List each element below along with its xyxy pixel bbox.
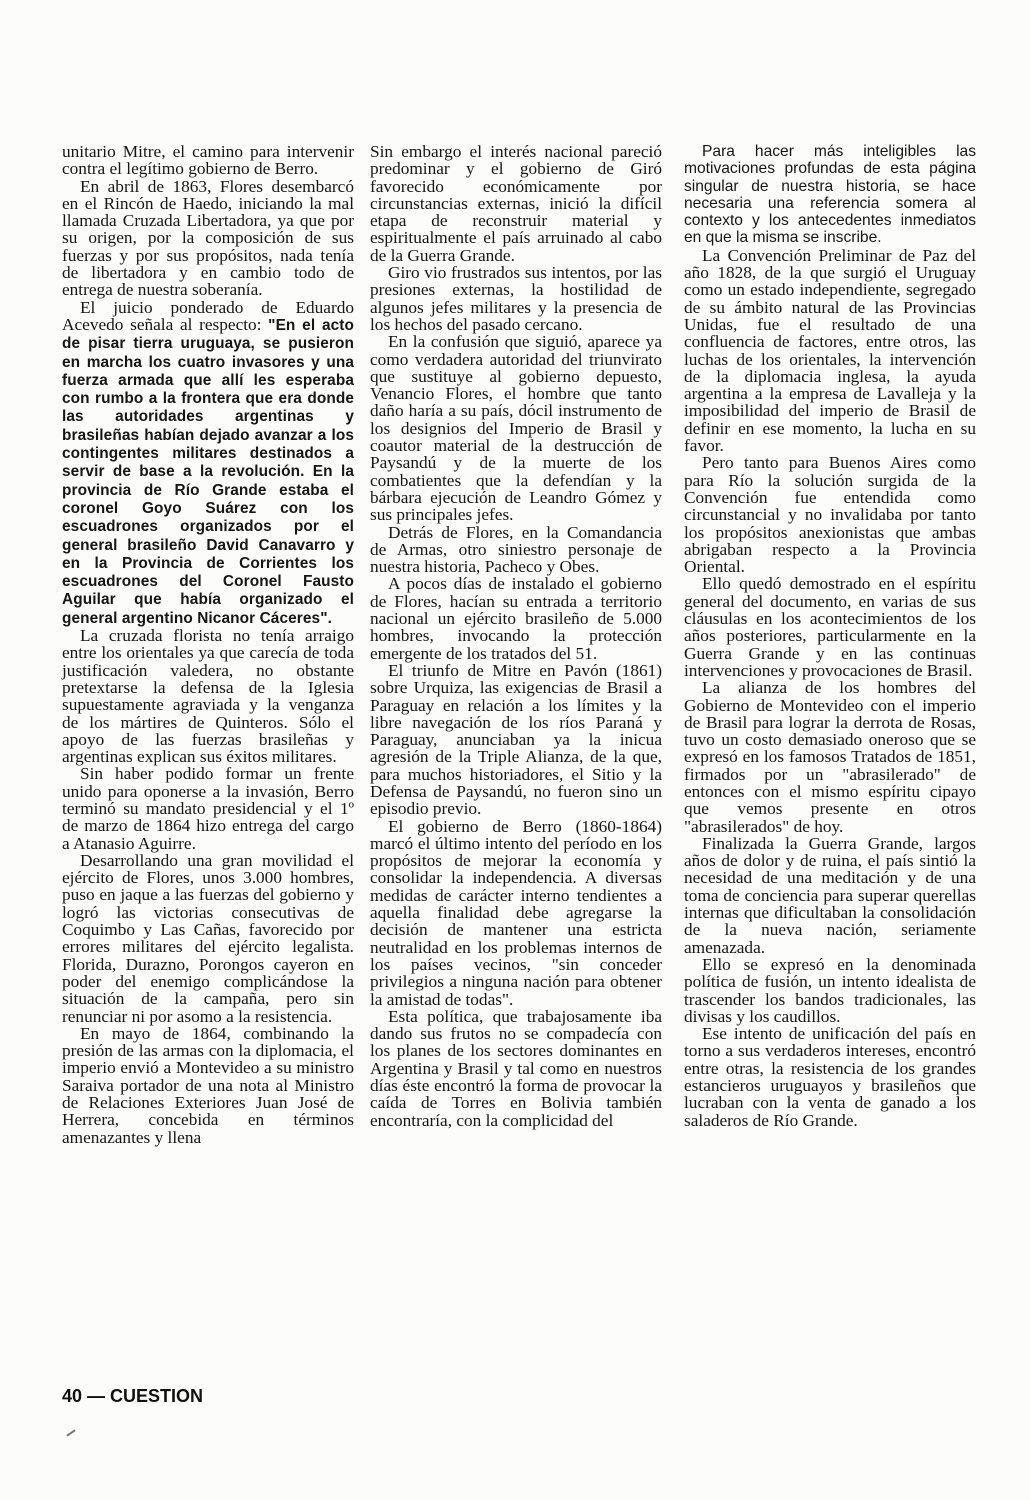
- paragraph: Ese intento de unificación del país en torno a sus verdaderos intereses, encontró entre otras, la resistencia de los grandes estancieros uruguayos y brasileños que lucraban con la venta de ganado a los saladeros de Río Grande.: [684, 1024, 976, 1130]
- paragraph: El gobierno de Berro (1860-1864) marcó el último intento del período en los propósitos de mejorar la economía y consolidar la independencia. A diversas medidas de carácter interno tendientes a aquella finalidad debe agregarse la decisión de mantener una estricta neutralidad en los problemas internos de los países vecinos, "sin conceder privilegios a ninguna nación para obtener la amistad de todas".: [370, 816, 662, 1009]
- text-column-right: [684, 143, 976, 1129]
- paragraph: Desarrollando una gran movilidad el ejército de Flores, unos 3.000 hombres, puso en jaque a las fuerzas del gobierno y logró las victorias consecutivas de Coquimbo y Las Cañas, favorecido por errores militares del ejército legalista. Florida, Durazno, Porongos cayeron en poder del enemigo complicándose la situación de la campaña, pero sin renunciar ni por asomo a la resistencia.: [62, 850, 354, 1026]
- text-column-left: [62, 143, 354, 1146]
- paragraph: La cruzada florista no tenía arraigo entre los orientales ya que carecía de toda justificación valedera, no obstante pretextarse la defensa de la Iglesia supuestamente agraviada y la venganza de los mártires de Quinteros. Sólo el apoyo de las fuerzas brasileñas y argentinas explican sus éxitos militares.: [62, 626, 354, 767]
- paragraph: El triunfo de Mitre en Pavón (1861) sobre Urquiza, las exigencias de Brasil a Paraguay en relación a los límites y la libre navegación de los ríos Paraná y Paraguay, anunciaban ya la inicua agresión de la Triple Alianza, de la que, para muchos historiadores, el Sitio y la Defensa de Paysandú, no fueron sino un episodio previo.: [370, 660, 662, 819]
- paragraph-intro: El juicio ponderado de Eduardo Acevedo señala al respecto:: [62, 297, 354, 334]
- page-footer: 40 — CUESTION: [62, 1386, 204, 1406]
- paragraph: A pocos días de instalado el gobierno de Flores, hacían su entrada a territorio nacional un ejército brasileño de 5.000 hombres, invocando la protección emergente de los tratados del 51.: [370, 574, 662, 663]
- paragraph: Sin haber podido formar un frente unido para oponerse a la invasión, Berro terminó su mandato presidencial y el 1º de marzo de 1864 hizo entrega del cargo a Atanasio Aguirre.: [62, 764, 354, 853]
- paragraph: Pero tanto para Buenos Aires como para Río la solución surgida de la Convención fue entendida como circunstancial y no invalidaba por tanto los propósitos anexionistas que ambas abrigaban respecto a la Provincia Oriental.: [684, 453, 976, 577]
- paragraph: Ello quedó demostrado en el espíritu general del documento, en varias de sus cláusulas en los acontecimientos de los años posteriores, particularmente en la Guerra Grande y en las continuas intervenciones y provocaciones de Brasil.: [684, 574, 976, 680]
- paragraph: Finalizada la Guerra Grande, largos años de dolor y de ruina, el país sintió la necesidad de una meditación y de una toma de conciencia para superar querellas internas que dificultaban la consolidación de la nueva nación, seriamente amenazada.: [684, 833, 976, 957]
- paragraph: Para hacer más inteligibles las motivaciones profundas de esta página singular de nuestra historia, se hace necesaria una referencia somera al contexto y los antecedentes inmediatos en que la misma se inscribe.: [684, 143, 976, 247]
- paragraph: La alianza de los hombres del Gobierno de Montevideo con el imperio de Brasil para lograr la derrota de Rosas, tuvo un costo demasiado oneroso que se expresó en los famosos Tratados de 1851, firmados por un "abrasilerado" de entonces con el mismo espíritu cipayo que vemos presente en otros "abrasilerados" de hoy.: [684, 678, 976, 836]
- text-column-middle: [370, 143, 662, 1129]
- paragraph: En la confusión que siguió, aparece ya como verdadera autoridad del triunvirato que sustituye al gobierno depuesto, Venancio Flores, el hombre que tanto daño haría a su país, dócil instrumento de los designios del Imperio de Brasil y coautor material de la destrucción de Paysandú y de la muerte de los combatientes que la defendían y la bárbara ejecución de Leandro Gómez y sus principales jefes.: [370, 332, 662, 525]
- paragraph: En abril de 1863, Flores desembarcó en el Rincón de Haedo, iniciando la mal llamada Cruzada Libertadora, ya que por su origen, por la composición de sus fuerzas y por sus propósitos, nada tenía de libertadora y en cambio todo de entrega de nuestra soberanía.: [62, 176, 354, 300]
- paragraph: [62, 299, 354, 627]
- paragraph: unitario Mitre, el camino para intervenir contra el legítimo gobierno de Berro.: [62, 142, 354, 179]
- paragraph: Esta política, que trabajosamente iba dando sus frutos no se compadecía con los planes de los sectores dominantes en Argentina y Brasil y tal como en nuestros días éste encontró la forma de provocar la caída de Torres en Bolivia también encontraría, con la complicidad del: [370, 1006, 662, 1130]
- paragraph: Detrás de Flores, en la Comandancia de Armas, otro siniestro personaje de nuestra historia, Pacheco y Obes.: [370, 522, 662, 577]
- paragraph: Sin embargo el interés nacional pareció predominar y el gobierno de Giró favorecido económicamente por circunstancias externas, inició la difícil etapa de reconstruir material y espiritualmente el país arruinado al cabo de la Guerra Grande.: [370, 142, 662, 265]
- paragraph: Ello se expresó en la denominada política de fusión, un intento idealista de trascender los bandos tradicionales, las divisas y los caudillos.: [684, 954, 976, 1026]
- paragraph: En mayo de 1864, combinando la presión de las armas con la diplomacia, el imperio envió a Montevideo a su ministro Saraiva portador de una nota al Ministro de Relaciones Exteriores Juan José de Herrera, concebida en términos amenazantes y llena: [62, 1023, 354, 1147]
- paragraph: La Convención Preliminar de Paz del año 1828, de la que surgió el Uruguay como un estado independiente, segregado de su ámbito natural de las Provincias Unidas, fue el resultado de una confluencia de factores, entre otros, las luchas de los orientales, la intervención de la diplomacia inglesa, la ayuda argentina a la empresa de Lavalleja y la imposibilidad del imperio de Brasil de definir en ese momento, la lucha en su favor.: [684, 245, 976, 456]
- bold-quote: "En el acto de pisar tierra uruguaya, se pusieron en marcha los cuatro invasores y una fuerza armada que allí les esperaba con rumbo a la frontera que era donde las autoridades argentinas y brasileñas habían dejado avanzar a los contingentes militares destinados a servir de base a la revolución. En la provincia de Río Grande estaba el coronel Goyo Suárez con los escuadrones organizados por el general brasileño David Canavarro y en la Provincia de Corrientes los escuadrones del Coronel Fausto Aguilar que había organizado el general argentino Nicanor Cáceres".: [62, 316, 354, 627]
- ink-mark: [66, 1429, 75, 1436]
- paragraph: Giro vio frustrados sus intentos, por las presiones externas, la hostilidad de algunos jefes militares y la presencia de los hechos del pasado cercano.: [370, 263, 662, 334]
